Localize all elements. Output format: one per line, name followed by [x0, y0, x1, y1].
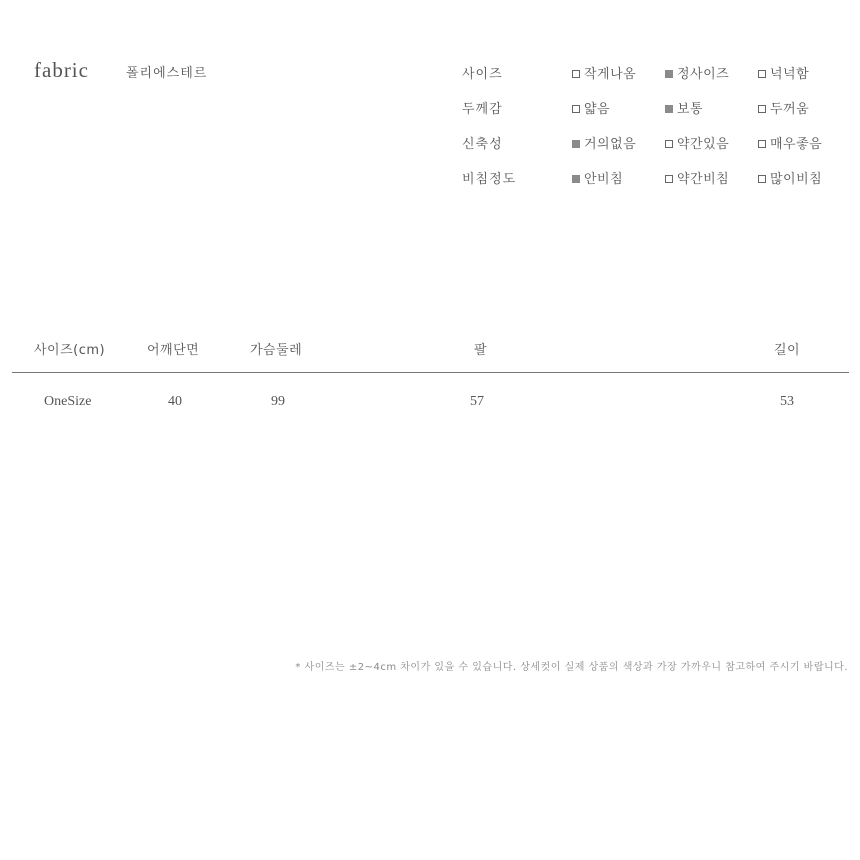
attribute-row-thickness	[462, 98, 852, 118]
unchecked-box-icon	[758, 70, 766, 78]
attribute-option-label: 안비침	[584, 172, 624, 187]
attribute-option-label: 거의없음	[584, 137, 637, 152]
unchecked-box-icon	[572, 105, 580, 113]
size-disclaimer-note: * 사이즈는 ±2~4cm 차이가 있을 수 있습니다. 상세컷이 실제 상품의 색상과 가장 가까우니 참고하여 주시기 바랍니다.	[295, 662, 848, 673]
checked-box-icon	[665, 70, 673, 78]
attribute-option	[665, 168, 729, 187]
attribute-option-label: 얇음	[584, 102, 611, 117]
table-cell-length: 53	[780, 394, 794, 409]
table-cell-size: OneSize	[44, 394, 92, 409]
attribute-option-label: 작게나옴	[584, 67, 637, 82]
checked-box-icon	[665, 105, 673, 113]
size-table	[12, 330, 849, 420]
unchecked-box-icon	[665, 175, 673, 183]
checked-box-icon	[572, 175, 580, 183]
table-header-sleeve: 팔	[474, 343, 488, 358]
attribute-option	[572, 168, 623, 187]
unchecked-box-icon	[572, 70, 580, 78]
attribute-option	[758, 168, 822, 187]
attribute-row-stretch	[462, 133, 852, 153]
attribute-option-label: 약간있음	[677, 137, 730, 152]
attribute-option	[665, 133, 729, 152]
attribute-option-label: 약간비침	[677, 172, 730, 187]
checked-box-icon	[572, 140, 580, 148]
attribute-label: 사이즈	[462, 67, 503, 82]
table-header-size: 사이즈(cm)	[34, 343, 106, 358]
attribute-option	[572, 133, 636, 152]
attribute-option	[572, 98, 610, 117]
attribute-label: 두께감	[462, 102, 503, 117]
attribute-option-label: 두꺼움	[770, 102, 810, 117]
attribute-option-label: 정사이즈	[677, 67, 730, 82]
table-header-chest: 가슴둘레	[250, 343, 303, 358]
table-header-length: 길이	[774, 343, 801, 358]
attribute-option	[758, 133, 822, 152]
attribute-option-label: 보통	[677, 102, 704, 117]
attribute-label: 신축성	[462, 137, 503, 152]
attribute-label: 비침정도	[462, 172, 517, 187]
table-divider	[12, 372, 849, 373]
attribute-option-label: 넉넉함	[770, 67, 810, 82]
unchecked-box-icon	[758, 175, 766, 183]
attribute-row-sheerness	[462, 168, 852, 188]
attribute-option-label: 매우좋음	[770, 137, 823, 152]
unchecked-box-icon	[758, 105, 766, 113]
attribute-row-size	[462, 63, 852, 83]
fabric-title: fabric	[34, 58, 89, 82]
table-cell-shoulder: 40	[168, 394, 182, 409]
attribute-option-label: 많이비침	[770, 172, 823, 187]
table-header-shoulder: 어깨단면	[147, 343, 200, 358]
fabric-material: 폴리에스테르	[126, 66, 208, 81]
unchecked-box-icon	[665, 140, 673, 148]
attribute-option	[758, 63, 809, 82]
table-cell-chest: 99	[271, 394, 285, 409]
attribute-option	[665, 98, 703, 117]
attribute-option	[665, 63, 729, 82]
attribute-option	[572, 63, 636, 82]
attribute-option	[758, 98, 809, 117]
unchecked-box-icon	[758, 140, 766, 148]
table-cell-sleeve: 57	[470, 394, 484, 409]
